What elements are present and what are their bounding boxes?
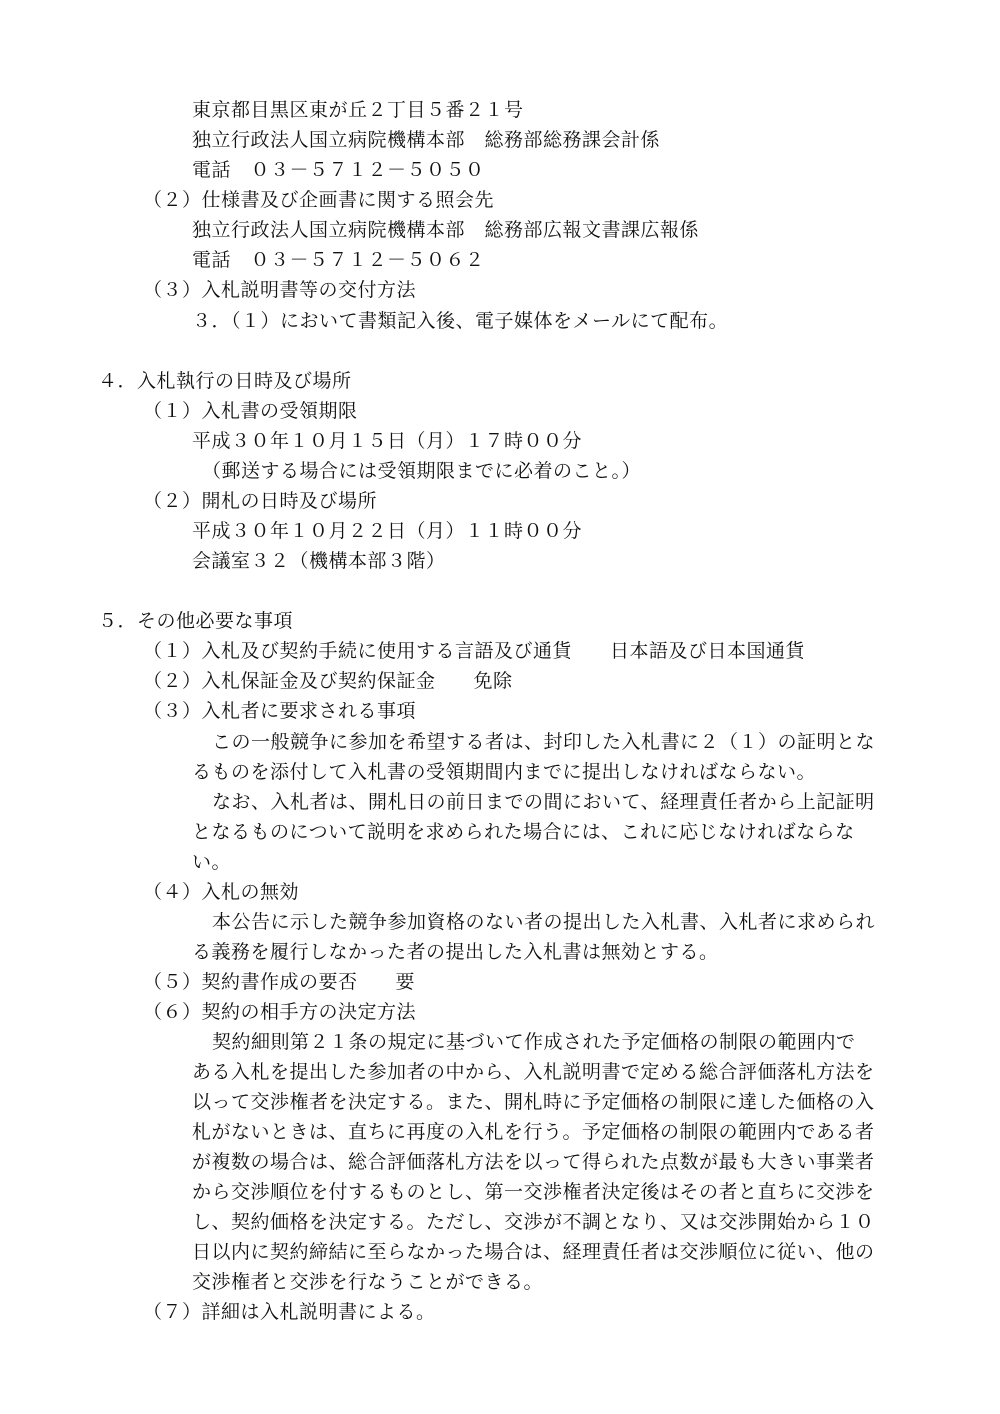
section-4-item-2-date: 平成３０年１０月２２日（月）１１時００分 (192, 520, 583, 542)
section-5-item-4-line-1: 本公告に示した競争参加資格のない者の提出した入札書、入札者に求められ (212, 911, 876, 933)
section-5-item-4-title: （４）入札の無効 (143, 881, 300, 903)
section-5-item-6-line-5: が複数の場合は、総合評価落札方法を以って得られた点数が最も大きい事業者 (192, 1151, 875, 1173)
section-5-item-6-line-7: し、契約価格を決定する。ただし、交渉が不調となり、又は交渉開始から１０ (192, 1211, 875, 1233)
section-5-item-3-p2-line-1: なお、入札者は、開札日の前日までの間において、経理責任者から上記証明 (212, 791, 875, 813)
contact-tel: 電話 ０３－５７１２－５０５０ (192, 159, 485, 181)
section-5-item-6-line-1: 契約細則第２１条の規定に基づいて作成された予定価格の制限の範囲内で (212, 1031, 856, 1053)
paragraph-text: この一般競争に参加を希望する者は、封印した入札書に２（１）の証明とな (212, 731, 876, 753)
section-5-item-1-value: 日本語及び日本国通貨 (610, 640, 806, 662)
contact-address: 東京都目黒区東が丘２丁目５番２１号 (192, 99, 524, 121)
section-5-item-7: （７）詳細は入札説明書による。 (143, 1301, 436, 1323)
section-5-item-2 (143, 666, 513, 696)
section-5-item-6-line-3: 以って交渉権者を決定する。また、開札時に予定価格の制限に達した価格の入 (192, 1091, 875, 1113)
section-5-item-2-value: 免除 (473, 670, 513, 692)
section-5-item-6-line-9: 交渉権者と交渉を行なうことができる。 (192, 1271, 544, 1293)
section-5-item-3-p1-line-2: るものを添付して入札書の受領期間内までに提出しなければならない。 (192, 761, 817, 783)
section-5-item-3-p2-line-2: となるものについて説明を求められた場合には、これに応じなければならな (192, 821, 855, 843)
section-4-item-2-place: 会議室３２（機構本部３階） (192, 550, 446, 572)
section-5-item-5-value: 要 (395, 971, 416, 993)
section-5-item-4-line-2: る義務を履行しなかった者の提出した入札書は無効とする。 (192, 941, 719, 963)
item-3-2-tel: 電話 ０３－５７１２－５０６２ (192, 249, 485, 271)
section-5-item-5 (143, 967, 415, 997)
section-5-item-6-line-2: ある入札を提出した参加者の中から、入札説明書で定める総合評価落札方法を (192, 1061, 875, 1083)
section-4-item-2-title: （２）開札の日時及び場所 (143, 490, 378, 512)
section-5-item-1-title: （１）入札及び契約手続に使用する言語及び通貨 (143, 640, 573, 662)
section-4-heading: ４．入札執行の日時及び場所 (98, 370, 352, 392)
section-5-item-5-title: （５）契約書作成の要否 (143, 971, 358, 993)
item-3-3-title: （３）入札説明書等の交付方法 (143, 279, 417, 301)
section-4-item-1-note: （郵送する場合には受領期限までに必着のこと。） (202, 460, 642, 482)
section-4-item-1-title: （１）入札書の受領期限 (143, 400, 358, 422)
section-5-item-1 (143, 636, 805, 666)
section-4-item-1-date: 平成３０年１０月１５日（月）１７時００分 (192, 430, 583, 452)
section-5-item-2-title: （２）入札保証金及び契約保証金 (143, 670, 436, 692)
section-5-item-6-line-8: 日以内に契約締結に至らなかった場合は、経理責任者は交渉順位に従い、他の (192, 1241, 875, 1263)
section-5-heading: ５．その他必要な事項 (98, 610, 294, 632)
section-5-item-6-title: （６）契約の相手方の決定方法 (143, 1001, 417, 1023)
section-5-item-6-line-4: 札がないときは、直ちに再度の入札を行う。予定価格の制限の範囲内である者 (192, 1121, 875, 1143)
item-3-2-org: 独立行政法人国立病院機構本部 総務部広報文書課広報係 (192, 219, 700, 241)
section-5-item-6-line-6: から交渉順位を付するものとし、第一交渉権者決定後はその者と直ちに交渉を (192, 1181, 875, 1203)
item-3-2-title: （２）仕様書及び企画書に関する照会先 (143, 189, 495, 211)
contact-org: 独立行政法人国立病院機構本部 総務部総務課会計係 (192, 129, 661, 151)
item-3-3-body: ３．（１）において書類記入後、電子媒体をメールにて配布。 (192, 310, 729, 332)
section-5-item-3-p2-line-3: い。 (192, 851, 232, 873)
section-5-item-3-title: （３）入札者に要求される事項 (143, 700, 417, 722)
section-5-item-3-p1-line-1 (212, 727, 888, 757)
